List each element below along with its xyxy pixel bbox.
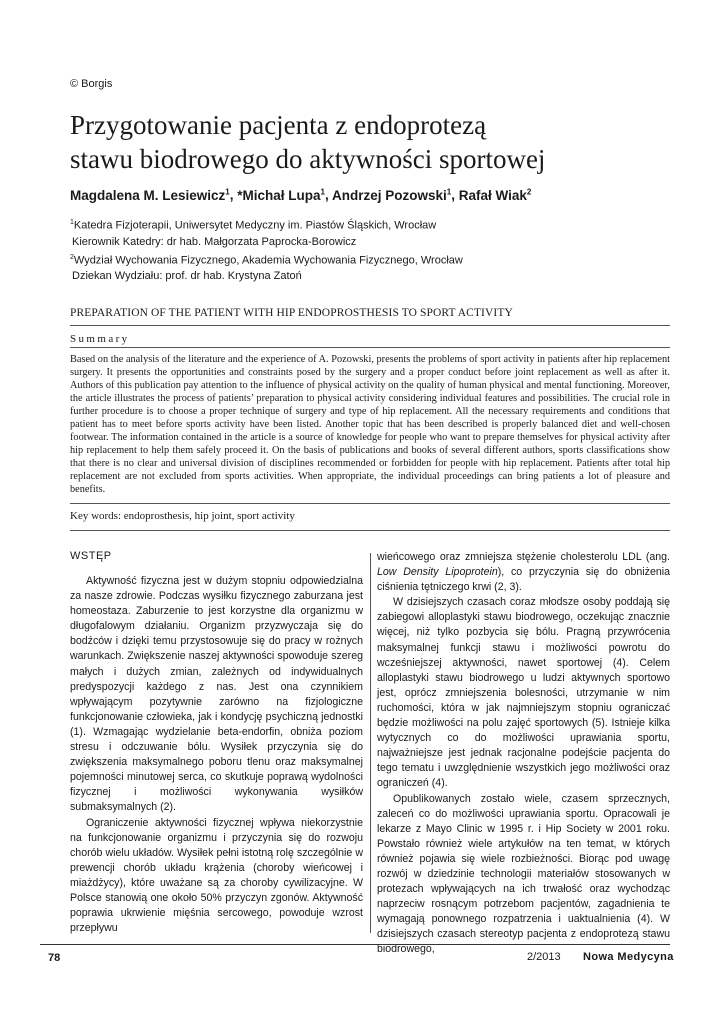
summary-label: Summary bbox=[70, 333, 130, 345]
journal-name: Nowa Medycyna bbox=[583, 951, 674, 963]
affiliation-1: $^1$Katedra Fizjoterapii, Uniwersytet Medyczny im. Piastów Śląskich, Wrocław bbox=[70, 219, 437, 232]
page-number: 78 bbox=[48, 952, 61, 964]
paragraph: Opublikowanych zostało wiele, czasem sprzecznych, zaleceń co do możliwości uprawiania sportu. Opracowali je lekarze z Mayo Clinic w 1995 r. i Hip Society w 2001 roku. Powstało również wiele artykułów na ten temat, w których również pojawia się wiele rozbieżności. Biorąc pod uwagę rozwój w dziedzinie technologii materiałów stosowanych w protezach wpływających na ich trwałość oraz wychodząc naprzeciw rosnącym potrzebom pacjentów, zagadnienia te wymagają ponownego rozpatrzenia i uaktualnienia (4). W dzisiejszych czasach stereotyp pacjenta z endoprotezą stawu biodrowego, bbox=[377, 792, 670, 956]
author-1: Magdalena M. Lesiewicz$^1$ bbox=[70, 187, 230, 203]
author-list bbox=[70, 187, 670, 203]
title-line-2: stawu biodrowego do aktywności sportowej bbox=[70, 144, 546, 174]
column-divider bbox=[370, 553, 371, 933]
paragraph: Aktywność fizyczna jest w dużym stopniu odpowiedzialna za nasze zdrowie. Podczas wysiłku fizycznego zaburzana jest homeostaza. Zaburzenie to jest korzystne dla organizmu w długofalowym działaniu. Organizm przyzwyczaja się do bodźców i dzięki temu przystosowuje się do pracy w rożnych warunkach. Zwiększenie naszej aktywności spowoduje szereg małych i dużych zmian, zależnych od indywidualnych predyspozycji każdego z nas. Jest ona czynnikiem wpływającym pozytywnie zarówno na fizjologiczne funkcjonowanie człowieka, jak i kondycję psychiczną jednostki (1). Wzmagając wydzielanie beta-endorfin, obniża poziom stresu i odczuwanie bólu. Wysiłek przyczynia się do zwiększenia maksymalnego poboru tlenu oraz maksymalnej pojemności minutowej serca, co skutkuje poprawą wydolności fizycznej i możliwości wykonywania wysiłków submaksymalnych (2). bbox=[70, 575, 363, 814]
author-separator: , bbox=[229, 187, 238, 203]
author-3: Andrzej Pozowski$^1$ bbox=[332, 187, 452, 203]
right-column bbox=[377, 550, 670, 958]
article-title bbox=[70, 108, 670, 176]
left-column bbox=[70, 550, 363, 936]
affiliation-2: $^2$Wydział Wychowania Fizycznego, Akademia Wychowania Fizycznego, Wrocław bbox=[70, 253, 463, 267]
section-heading: WSTĘP bbox=[70, 550, 112, 562]
divider bbox=[70, 347, 670, 348]
divider bbox=[70, 503, 670, 504]
abstract-text: Based on the analysis of the literature and the experience of A. Pozowski, presents the problems of sport activity in patients after hip replacement surgery. It presents the opportunities and constraints posed by the surgery and a proper conduct before joint replacement as well as after it. Authors of this publication pay attention to the influence of physical activity on the quality of human physical and mental functioning. Moreover, the article illustrates the process of patients’ preparation to physical activity considering individual features and possibilities. The crucial role in further procedure is to choose a proper technique of surgery and type of hip replacement. All the necessary requirements and conditions that patient has to meet before sports activity have been listed. Another topic that has been described is properly balanced diet and well-chosen footwear. The information contained in the article is a source of knowledge for people who want to prepare themselves for physical activity after hip replacement to help them safely proceed it. On the basis of publications and books of several different authors, sports classifications show that there is no clear and universal division of disciplines recommended or forbidden for people with hip replacement. Patients after total hip replacement are not excluded from sports activities. When appropriate, the individual proceedings can bring patients a lot of pleasure and benefits. bbox=[70, 354, 670, 495]
footer-rule bbox=[40, 944, 670, 945]
author-separator: , bbox=[324, 187, 332, 203]
paragraph: Ograniczenie aktywności fizycznej wpływa niekorzystnie na funkcjonowanie organizmu i przyczynia się do rozwoju chorób wielu układów. Wysiłek pełni istotną rolę szczególnie w prewencji chorób układu krążenia (choroby wieńcowej i miażdżycy), które uważane są za choroby cywilizacyjne. W Polsce stanowią one około 50% przyczyn zgonów. Aktywność poprawia ukrwienie mięśnia sercowego, powoduje wzrost przepływu bbox=[70, 816, 363, 935]
issue-number: 2/2013 bbox=[527, 951, 561, 963]
keywords: Key words: endoprosthesis, hip joint, sport activity bbox=[70, 510, 295, 522]
affiliation-1-head: Kierownik Katedry: dr hab. Małgorzata Paprocka-Borowicz bbox=[72, 235, 357, 248]
paragraph: W dzisiejszych czasach coraz młodsze osoby poddają się zabiegowi alloplastyki stawu biodrowego, oczekując znacznie więcej, niż tylko pozbycia się bólu. Pragną przywrócenia maksymalnej funkcji stawu i możliwości powrotu do wcześniejszej aktywności, nawet sportowej (4). Celem alloplastyki stawu biodrowego u ludzi aktywnych sportowo jest, oprócz zmniejszenia bolesności, utrzymanie w nim ruchomości, która w jak najmniejszym stopniu ograniczać będzie możliwości na polu zajęć sportowych (5). Istnieje kilka wytycznych co do możliwości uprawiania sportu, najważniejsze jest jednak racjonalne podejście pacjenta do tego tematu i uwzględnienie wszystkich jego możliwości oraz ograniczeń (4). bbox=[377, 596, 670, 790]
english-title: PREPARATION OF THE PATIENT WITH HIP ENDOPROSTHESIS TO SPORT ACTIVITY bbox=[70, 307, 513, 319]
copyright-notice: © Borgis bbox=[70, 78, 113, 90]
divider bbox=[70, 325, 670, 326]
affiliations bbox=[70, 215, 670, 284]
affiliation-2-head: Dziekan Wydziału: prof. dr hab. Krystyna Zatoń bbox=[72, 270, 302, 283]
divider bbox=[70, 530, 670, 531]
author-4: Rafał Wiak$^2$ bbox=[458, 187, 532, 203]
author-separator: , bbox=[451, 187, 459, 203]
paragraph: wieńcowego oraz zmniejsza stężenie cholesterolu LDL (ang. Low Density Lipoprotein), co przyczynia się do obniżenia ciśnienia tętniczego krwi (2, 3). bbox=[377, 551, 670, 594]
author-2: *Michał Lupa$^1$ bbox=[237, 187, 325, 203]
title-line-1: Przygotowanie pacjenta z endoprotezą bbox=[70, 110, 487, 140]
